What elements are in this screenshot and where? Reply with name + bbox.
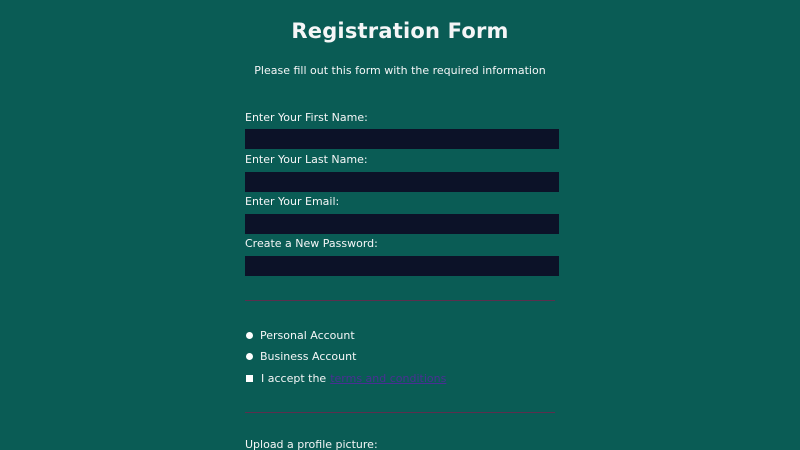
business-account-label: Business Account <box>260 349 357 363</box>
page-subtitle: Please fill out this form with the required information <box>254 64 546 77</box>
personal-account-option[interactable] <box>245 328 355 342</box>
terms-option[interactable] <box>245 371 446 385</box>
business-account-option[interactable] <box>245 349 356 363</box>
upload-label: Upload a profile picture: <box>245 438 378 450</box>
first-name-label: Enter Your First Name: <box>245 111 368 124</box>
email-label: Enter Your Email: <box>245 195 340 208</box>
email-input[interactable] <box>245 214 559 234</box>
password-input[interactable] <box>245 256 559 276</box>
page-title: Registration Form <box>291 19 509 43</box>
personal-account-radio[interactable] <box>246 332 253 339</box>
section-divider <box>245 300 555 301</box>
business-account-radio[interactable] <box>246 353 253 360</box>
terms-label: I accept the <box>261 371 327 385</box>
last-name-input[interactable] <box>245 172 559 192</box>
section-divider-2 <box>245 412 555 413</box>
password-label: Create a New Password: <box>245 237 378 250</box>
terms-checkbox[interactable] <box>246 375 253 382</box>
last-name-label: Enter Your Last Name: <box>245 153 368 166</box>
personal-account-label: Personal Account <box>260 328 355 342</box>
terms-link[interactable]: terms and conditions <box>330 371 447 385</box>
first-name-input[interactable] <box>245 129 559 149</box>
